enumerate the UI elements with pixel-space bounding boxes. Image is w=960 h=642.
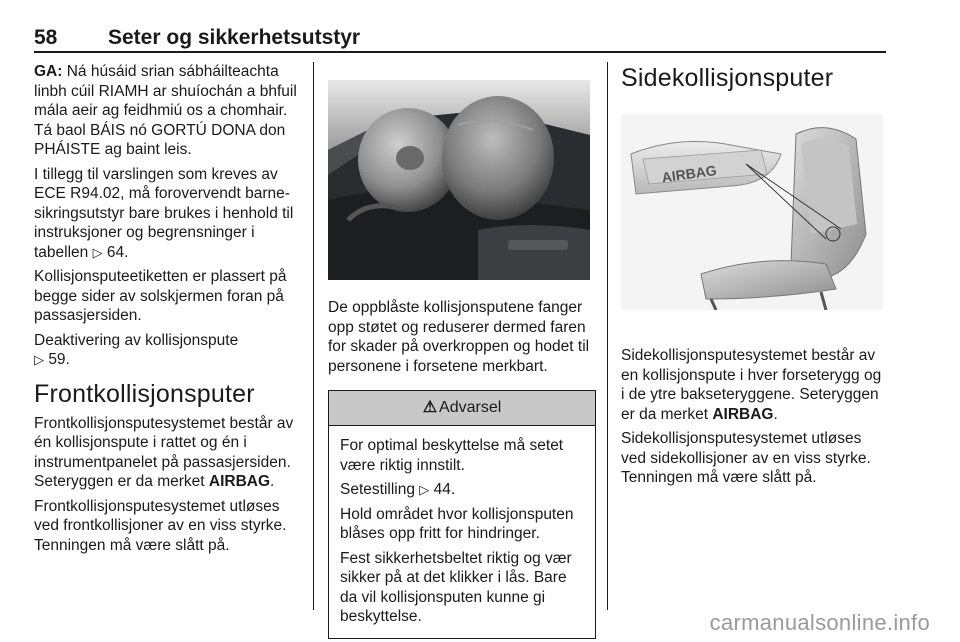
airbag-keyword: AIRBAG bbox=[208, 473, 271, 490]
column-1 bbox=[34, 62, 302, 560]
deactivation-text: Deaktivering av kollisjonspute bbox=[34, 331, 239, 349]
ga-warning-paragraph bbox=[34, 62, 302, 160]
deactivation-page-ref[interactable]: 59. bbox=[48, 351, 70, 368]
warning-title: Advarsel bbox=[439, 399, 502, 416]
seat-position-page-ref[interactable]: 44. bbox=[433, 481, 456, 498]
front-airbag-paragraph bbox=[34, 414, 302, 492]
airbag-label-text: AIRBAG bbox=[660, 161, 718, 186]
side-airbag-text: Sidekollisjonsputesystemet består av en kollisjonspute i hver forseterygg og i de ytre bakseteryggene. Seteryggen er da merket bbox=[621, 347, 882, 423]
seat-airbag-label-illustration bbox=[621, 114, 883, 310]
warning-body bbox=[329, 426, 595, 638]
ece-text: I tillegg til varslingen som kreves av ECE R94.02, må forovervendt barnesikringsutstyr bare brukes i henhold til instruksjoner og begrensninger i tabellen bbox=[34, 165, 294, 261]
airbag-keyword: AIRBAG bbox=[712, 405, 774, 423]
section-heading-side-airbags: Sidekollisjonsputer bbox=[621, 64, 834, 92]
inflated-airbags-photo bbox=[328, 80, 590, 280]
ece-page-ref[interactable]: 64. bbox=[106, 243, 129, 261]
column-divider-1 bbox=[313, 62, 314, 610]
warning-header bbox=[329, 391, 595, 426]
arrow-ref-icon: ▷ bbox=[92, 244, 103, 260]
ece-paragraph bbox=[34, 165, 302, 263]
airbag-photo-illustration bbox=[328, 80, 590, 280]
front-airbag-end: . bbox=[270, 473, 275, 490]
arrow-ref-icon: ▷ bbox=[419, 482, 430, 497]
front-airbag-trigger-paragraph: Frontkollisjonsputesystemet utløses ved frontkollisjoner av en viss styrke. Tenningen må være slått på. bbox=[34, 497, 287, 554]
warning-seat-adjust: For optimal beskyttelse må setet være riktig innstilt. bbox=[340, 437, 564, 474]
warning-box bbox=[328, 390, 596, 639]
ga-label: GA: bbox=[34, 63, 63, 80]
page-number: 58 bbox=[34, 26, 58, 49]
chapter-title: Seter og sikkerhetsutstyr bbox=[108, 26, 361, 49]
warning-seat-position-ref bbox=[340, 480, 584, 500]
section-heading-front-airbags: Frontkollisjonsputer bbox=[34, 379, 255, 408]
warning-triangle-icon: ⚠ bbox=[422, 399, 438, 416]
seat-illustration bbox=[621, 114, 883, 310]
side-airbag-trigger-paragraph: Sidekollisjonsputesystemet utløses ved sidekollisjoner av en viss styrke. Tenningen må være slått på. bbox=[621, 430, 871, 486]
side-airbag-paragraph bbox=[621, 346, 886, 424]
page-header bbox=[34, 26, 886, 52]
header-divider bbox=[34, 51, 886, 53]
warning-seatbelt: Fest sikkerhetsbeltet riktig og vær sikker på at det klikker i lås. Bare da vil kollisjonsputen kunne gi beskyttelse. bbox=[340, 549, 572, 625]
arrow-ref-icon: ▷ bbox=[34, 352, 44, 367]
label-location-paragraph: Kollisjonsputeetiketten er plassert på begge sider av solskjermen foran på passasjersiden. bbox=[34, 268, 287, 324]
watermark: carmanualsonline.info bbox=[709, 610, 930, 635]
side-airbag-end: . bbox=[773, 405, 778, 423]
warning-clear-area: Hold området hvor kollisjonsputen blåses opp fritt for hindringer. bbox=[340, 505, 574, 542]
front-airbag-text: Frontkollisjonsputesystemet består av én kollisjonspute i rattet og én i instrumentpanelet på passasjersiden. Seteryggen er da merket bbox=[34, 414, 294, 490]
column-2 bbox=[328, 62, 596, 639]
ga-text: Ná húsáid srian sábháilteachta linbh cúil RIAMH ar shuíochán a bhfuil mála aeir ag feidhmiú os a chomhair. Tá baol BÁIS nó GORTÚ DONA don PHÁISTE ag baint leis. bbox=[34, 63, 297, 158]
photo-caption: De oppblåste kollisjonsputene fanger opp støtet og reduserer dermed faren for skader på overkroppen og hodet til personene i forsetene merkbart. bbox=[328, 299, 590, 375]
column-divider-2 bbox=[607, 62, 608, 610]
deactivation-paragraph bbox=[34, 331, 302, 370]
seat-position-text: Setestilling bbox=[340, 481, 420, 498]
column-3 bbox=[621, 62, 886, 493]
